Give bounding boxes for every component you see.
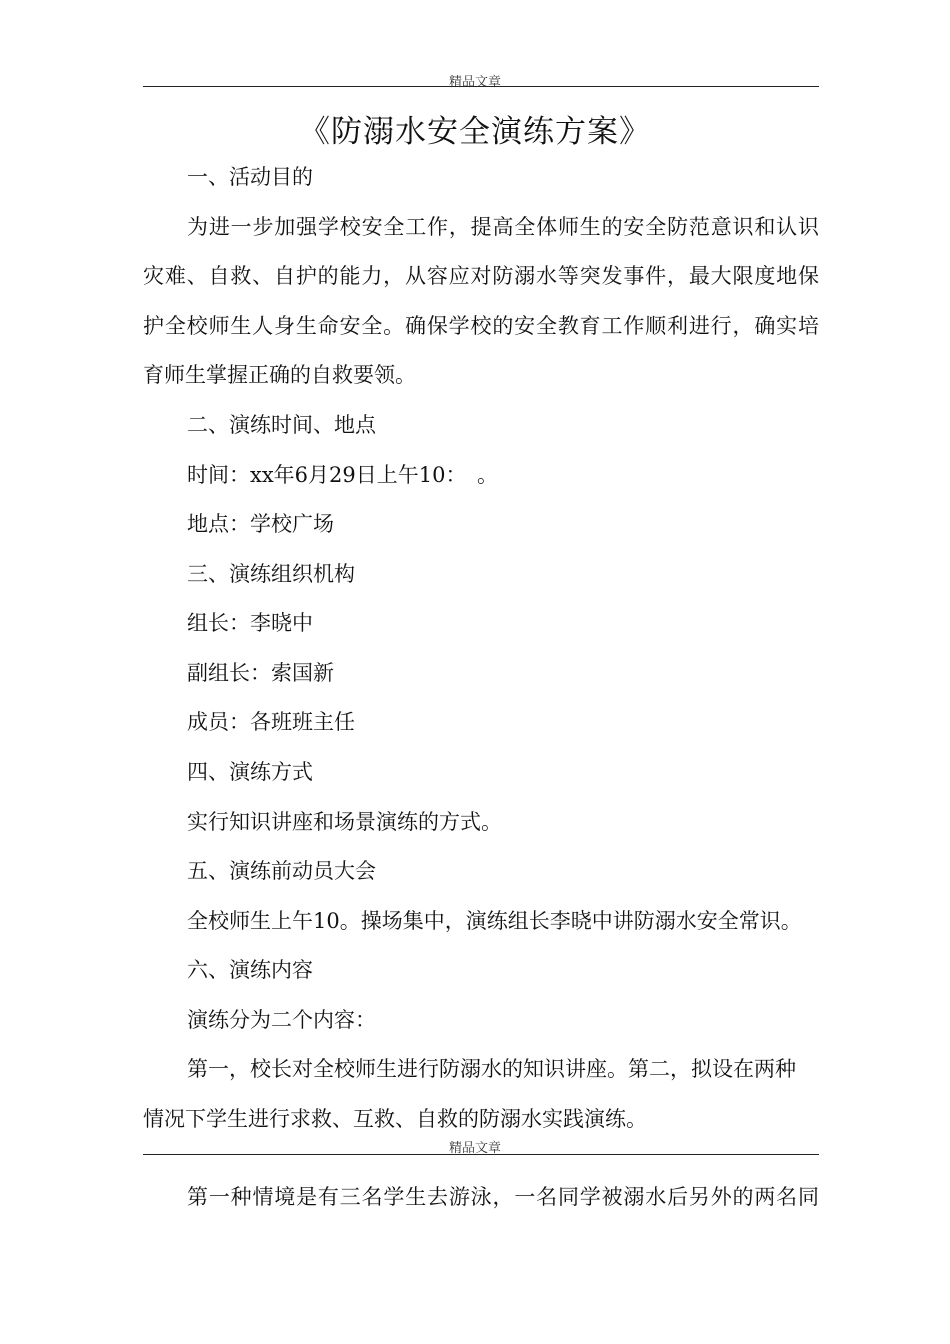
header-divider xyxy=(143,86,819,87)
section-heading: 四、演练方式 xyxy=(187,760,313,784)
document-title: 《防溺水安全演练方案》 xyxy=(299,114,651,150)
paragraph-line: 成员：各班班主任 xyxy=(187,710,355,734)
paragraph-line: 实行知识讲座和场景演练的方式。 xyxy=(187,810,502,834)
paragraph-line: 组长：李晓中 xyxy=(187,611,313,635)
paragraph-line: 第一种情境是有三名学生去游泳，一名同学被溺水后另外的两名同 xyxy=(187,1185,819,1209)
paragraph-line: 地点：学校广场 xyxy=(187,512,334,536)
paragraph-line: 情况下学生进行求救、互救、自救的防溺水实践演练。 xyxy=(143,1107,647,1131)
paragraph-line: 第一，校长对全校师生进行防溺水的知识讲座。第二，拟设在两种 xyxy=(187,1057,796,1081)
section-heading: 六、演练内容 xyxy=(187,958,313,982)
paragraph-line: 护全校师生人身生命安全。确保学校的安全教育工作顺利进行，确实培 xyxy=(143,314,819,338)
section-heading: 三、演练组织机构 xyxy=(187,562,355,586)
section-heading: 二、演练时间、地点 xyxy=(187,413,376,437)
section-heading: 五、演练前动员大会 xyxy=(187,859,376,883)
page-header: 精品文章 xyxy=(448,75,501,90)
section-heading: 一、活动目的 xyxy=(187,165,313,189)
footer-divider xyxy=(143,1154,819,1155)
paragraph-line: 副组长：索国新 xyxy=(187,661,334,685)
paragraph-line: 灾难、自救、自护的能力，从容应对防溺水等突发事件，最大限度地保 xyxy=(143,264,819,288)
paragraph-line: 时间：xx年6月29日上午10： 。 xyxy=(187,463,498,487)
paragraph-line: 为进一步加强学校安全工作，提高全体师生的安全防范意识和认识 xyxy=(187,215,819,239)
page-footer: 精品文章 xyxy=(448,1141,501,1156)
paragraph-line: 全校师生上午10。操场集中，演练组长李晓中讲防溺水安全常识。 xyxy=(187,909,802,933)
paragraph-line: 演练分为二个内容： xyxy=(187,1008,376,1032)
paragraph-line: 育师生掌握正确的自救要领。 xyxy=(143,363,416,387)
